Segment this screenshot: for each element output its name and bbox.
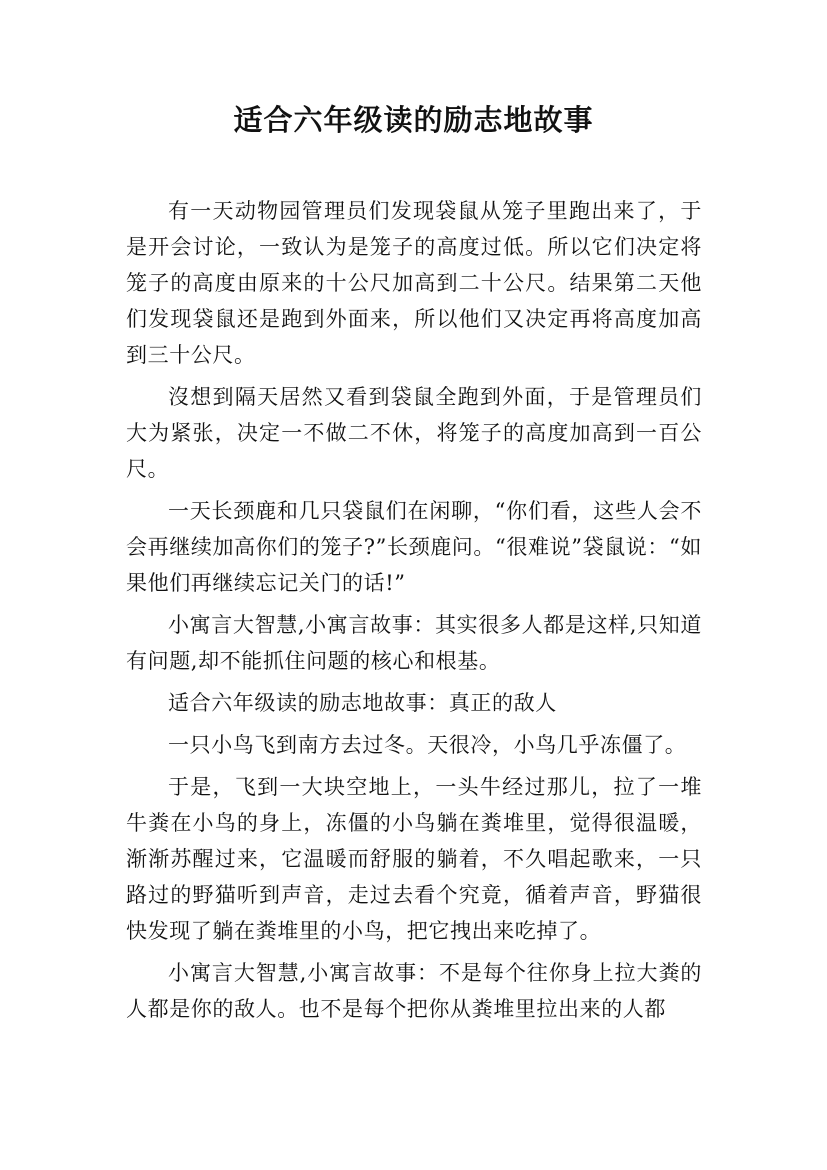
paragraph-moral-2: 小寓言大智慧,小寓言故事：不是每个往你身上拉大粪的人都是你的敌人。也不是每个把你从粪堆里拉出来的人都 [126, 961, 702, 1021]
document-body [126, 193, 702, 1033]
document-title: 适合六年级读的励志地故事 [233, 103, 594, 137]
paragraph-kangaroo-intro: 有一天动物园管理员们发现袋鼠从笼子里跑出来了，于是开会讨论，一致认为是笼子的高度过低。所以它们决定将笼子的高度由原来的十公尺加高到二十公尺。结果第二天他们发现袋鼠还是跑到外面来，所以他们又决定再将高度加高到三十公尺。 [126, 199, 702, 367]
paragraph-kangaroo-next-day: 沒想到隔天居然又看到袋鼠全跑到外面，于是管理员们大为紧张，决定一不做二不休，将笼子的高度加高到一百公尺。 [126, 385, 702, 481]
paragraph-moral-1: 小寓言大智慧,小寓言故事：其实很多人都是这样,只知道有问题,却不能抓住问题的核心和根基。 [126, 613, 702, 673]
paragraph-bird-intro: 一只小鸟飞到南方去过冬。天很冷，小鸟几乎冻僵了。 [168, 733, 687, 757]
paragraph-subtitle: 适合六年级读的励志地故事：真正的敌人 [168, 691, 557, 715]
paragraph-giraffe-dialogue: 一天长颈鹿和几只袋鼠们在闲聊，“你们看，这些人会不会再继续加高你们的笼子?”长颈鹿问。“很难说”袋鼠说：“如果他们再继续忘记关门的话!” [126, 499, 702, 595]
paragraph-bird-story: 于是，飞到一大块空地上，一头牛经过那儿，拉了一堆牛粪在小鸟的身上，冻僵的小鸟躺在粪堆里，觉得很温暖，渐渐苏醒过来，它温暖而舒服的躺着，不久唱起歌来，一只路过的野猫听到声音，走过去看个究竟，循着声音，野猫很快发现了躺在粪堆里的小鸟，把它拽出来吃掉了。 [126, 775, 702, 943]
